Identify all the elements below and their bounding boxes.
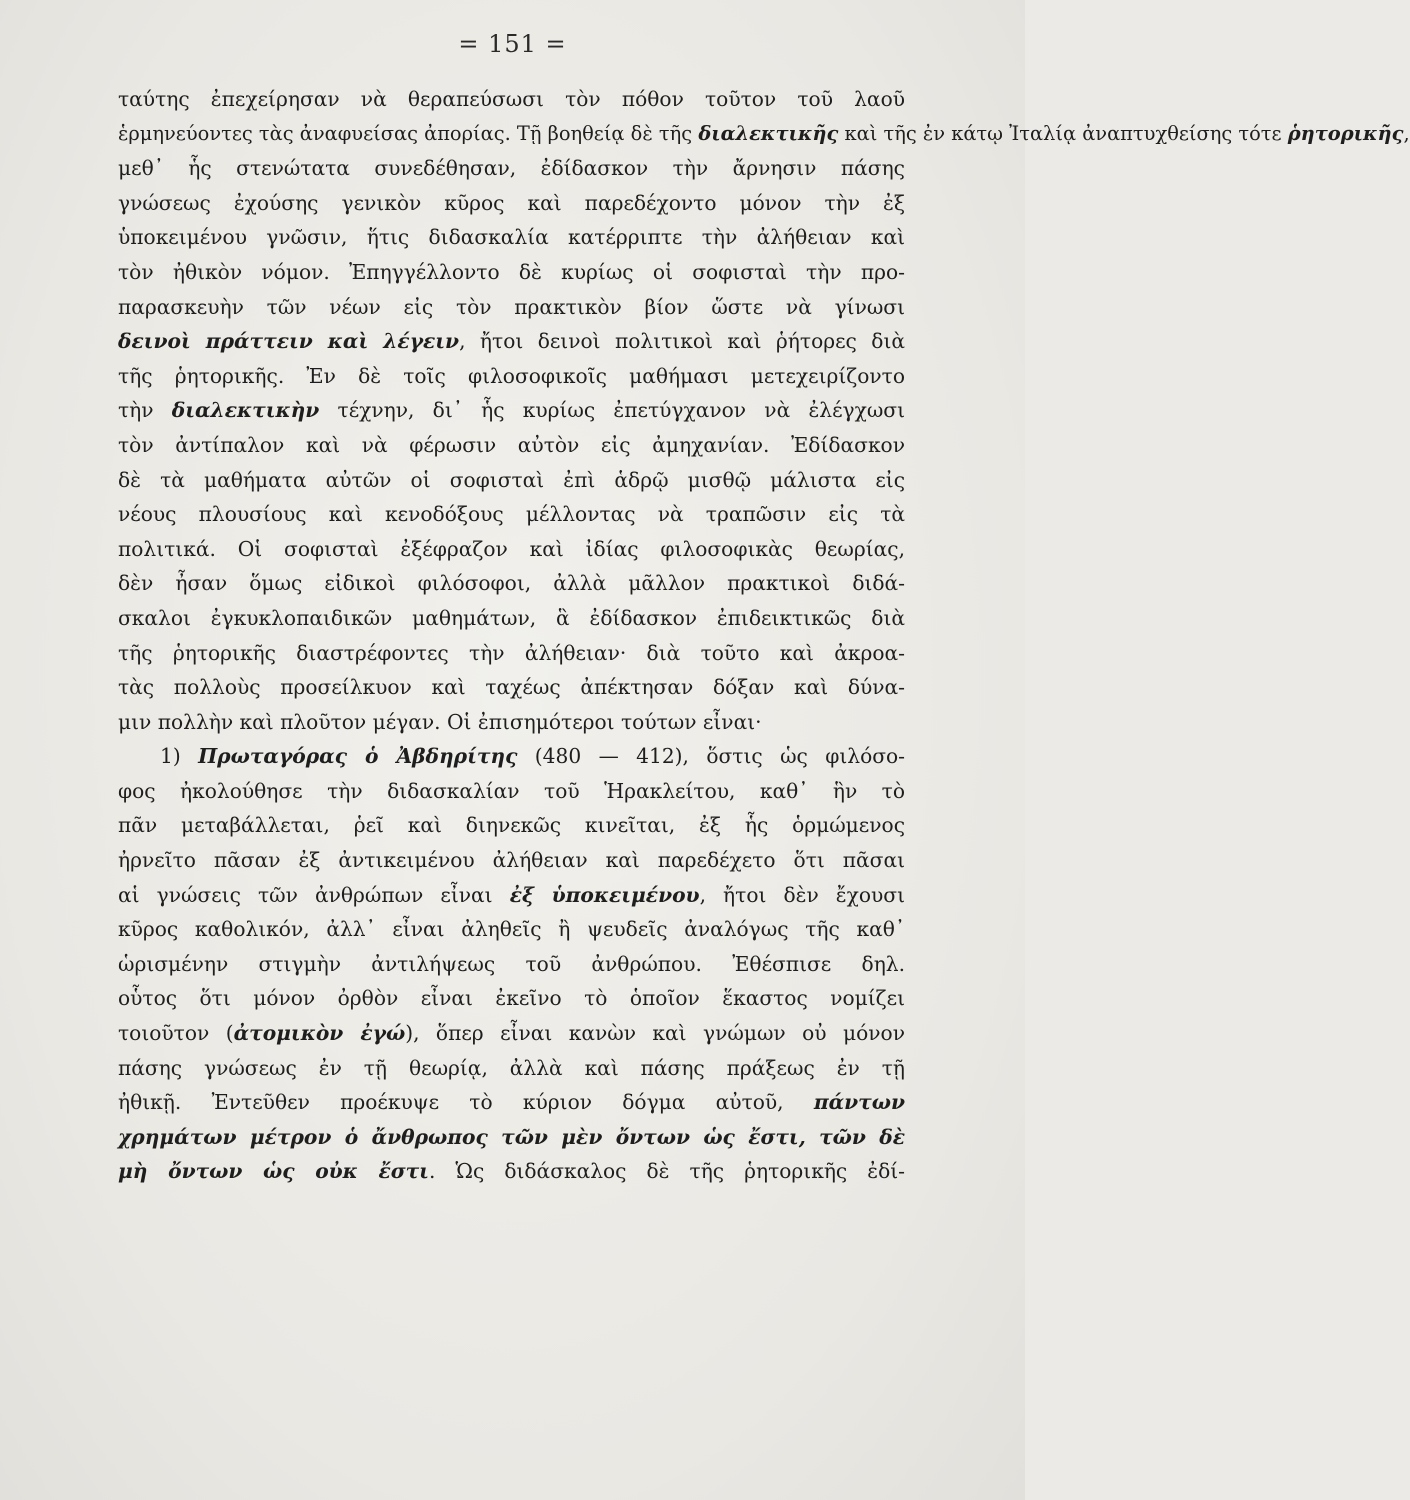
- emphasis-term: ἐξ ὑποκειμένου: [509, 882, 700, 907]
- body-text: [118, 82, 1410, 1189]
- text-line: [118, 290, 905, 325]
- text-line: [118, 1016, 905, 1051]
- text-line: [118, 82, 905, 117]
- text-line: [118, 739, 905, 774]
- text-line: [118, 912, 905, 947]
- text-line: [118, 463, 905, 498]
- text-line: [118, 601, 905, 636]
- emphasis-term: ῥητορικῆς: [1287, 121, 1404, 145]
- text-line: [118, 220, 905, 255]
- text-run: πᾶν μεταβάλλεται, ῥεῖ καὶ διηνεκῶς κινεῖται, ἐξ ἧς ὁρμώμενος: [118, 813, 905, 838]
- text-line: [118, 186, 905, 221]
- text-line: [118, 981, 905, 1016]
- text-line: [118, 1120, 905, 1155]
- page-number: = 151 =: [458, 30, 567, 58]
- text-run: . Ὡς διδάσκαλος δὲ τῆς ῥητορικῆς ἐδί-: [428, 1159, 905, 1184]
- text-run: τῆς ῥητορικῆς. Ἐν δὲ τοῖς φιλοσοφικοῖς μαθήμασι μετεχειρίζοντο: [118, 363, 905, 388]
- text-run: ), ὅπερ εἶναι κανὼν καὶ γνώμων οὐ μόνον: [405, 1021, 905, 1046]
- text-line: [118, 636, 905, 671]
- emphasis-term: μὴ ὄντων ὡς οὐκ ἔστι: [118, 1159, 429, 1184]
- text-line: [118, 1085, 905, 1120]
- text-line: [118, 497, 905, 532]
- emphasis-term: διαλεκτικῆς: [698, 121, 839, 145]
- text-run: οὗτος ὅτι μόνον ὀρθὸν εἶναι ἐκεῖνο τὸ ὁποῖον ἕκαστος νομίζει: [118, 986, 905, 1011]
- emphasis-term: διαλεκτικὴν: [171, 398, 320, 423]
- text-run: παρασκευὴν τῶν νέων εἰς τὸν πρακτικὸν βίον ὥστε νὰ γίνωσι: [118, 294, 905, 319]
- text-run: τὴν: [118, 398, 172, 423]
- text-line: [118, 566, 905, 601]
- text-run: νέους πλουσίους καὶ κενοδόξους μέλλοντας νὰ τραπῶσιν εἰς τὰ: [118, 502, 905, 527]
- text-run: κῦρος καθολικόν, ἀλλ᾿ εἶναι ἀληθεῖς ἢ ψευδεῖς ἀναλόγως τῆς καθ᾿: [118, 917, 905, 942]
- text-run: ταύτης ἐπεχείρησαν νὰ θεραπεύσωσι τὸν πόθον τοῦτον τοῦ λαοῦ: [118, 87, 905, 111]
- text-line: [118, 532, 905, 567]
- text-run: ἠθικῇ. Ἐντεῦθεν προέκυψε τὸ κύριον δόγμα αὐτοῦ,: [118, 1090, 814, 1115]
- text-run: 1): [160, 744, 199, 769]
- text-line: [118, 843, 905, 878]
- text-run: τὸν ἀντίπαλον καὶ νὰ φέρωσιν αὐτὸν εἰς ἀμηχανίαν. Ἐδίδασκον: [118, 432, 905, 457]
- text-run: τὰς πολλοὺς προσείλκυον καὶ ταχέως ἀπέκτησαν δόξαν καὶ δύνα-: [118, 675, 905, 700]
- text-run: δὲν ἦσαν ὅμως εἰδικοὶ φιλόσοφοι, ἀλλὰ μᾶλλον πρακτικοὶ διδά-: [118, 571, 905, 596]
- text-run: πολιτικά. Οἱ σοφισταὶ ἐξέφραζον καὶ ἰδίας φιλοσοφικὰς θεωρίας,: [118, 536, 905, 561]
- text-line: [118, 670, 905, 705]
- text-line: [118, 117, 1410, 152]
- text-line: [118, 774, 905, 809]
- emphasis-term: ἀτομικὸν ἐγώ: [233, 1021, 406, 1046]
- text-run: μιν πολλὴν καὶ πλοῦτον μέγαν. Οἱ ἐπισημότεροι τούτων εἶναι·: [118, 709, 762, 734]
- text-line: [118, 1051, 905, 1086]
- text-run: μεθ᾿ ἧς στενώτατα συνεδέθησαν, ἐδίδασκον τὴν ἄρνησιν πάσης: [118, 156, 905, 181]
- text-run: τῆς ῥητορικῆς διαστρέφοντες τὴν ἀλήθειαν· διὰ τοῦτο καὶ ἀκροα-: [118, 640, 905, 665]
- text-run: ἑρμηνεύοντες τὰς ἀναφυείσας ἀπορίας. Τῇ βοηθείᾳ δὲ τῆς: [118, 121, 699, 145]
- text-run: ἠρνεῖτο πᾶσαν ἐξ ἀντικειμένου ἀλήθειαν καὶ παρεδέχετο ὅτι πᾶσαι: [118, 848, 905, 873]
- emphasis-term: δεινοὶ πράττειν καὶ λέγειν: [118, 329, 460, 354]
- emphasis-term: χρημάτων μέτρον ὁ ἄνθρωπος τῶν μὲν ὄντων ὡς ἔστι, τῶν δὲ: [118, 1124, 905, 1149]
- text-run: ὑποκειμένου γνῶσιν, ἥτις διδασκαλία κατέρριπτε τὴν ἀλήθειαν καὶ: [118, 225, 905, 250]
- text-run: τὸν ἠθικὸν νόμον. Ἐπηγγέλλοντο δὲ κυρίως οἱ σοφισταὶ τὴν προ-: [118, 259, 905, 284]
- text-line: [118, 324, 905, 359]
- text-run: (480 — 412), ὅστις ὡς φιλόσο-: [517, 744, 905, 769]
- text-run: , ἤτοι δεινοὶ πολιτικοὶ καὶ ῥήτορες διὰ: [459, 329, 905, 354]
- text-run: ὡρισμένην στιγμὴν ἀντιλήψεως τοῦ ἀνθρώπου. Ἐθέσπισε δηλ.: [118, 951, 905, 976]
- text-line: [118, 151, 905, 186]
- text-run: φος ἠκολούθησε τὴν διδασκαλίαν τοῦ Ἡρακλείτου, καθ᾿ ἣν τὸ: [118, 778, 905, 803]
- text-line: [118, 947, 905, 982]
- text-run: δὲ τὰ μαθήματα αὐτῶν οἱ σοφισταὶ ἐπὶ ἁδρῷ μισθῷ μάλιστα εἰς: [118, 467, 905, 492]
- text-run: καὶ τῆς ἐν κάτῳ Ἰταλίᾳ ἀναπτυχθείσης τότε: [838, 121, 1288, 145]
- text-line: [118, 393, 905, 428]
- text-run: αἱ γνώσεις τῶν ἀνθρώπων εἶναι: [118, 882, 510, 907]
- text-line: [118, 1154, 905, 1189]
- emphasis-term: πάντων: [813, 1090, 905, 1115]
- text-run: ,: [1403, 121, 1410, 145]
- text-run: τοιοῦτον (: [118, 1021, 234, 1046]
- text-line: [118, 428, 905, 463]
- text-line: [118, 808, 905, 843]
- text-line: [118, 359, 905, 394]
- text-line: [118, 878, 905, 913]
- emphasis-term: Πρωταγόρας ὁ Ἀβδηρίτης: [198, 744, 518, 769]
- text-run: γνώσεως ἐχούσης γενικὸν κῦρος καὶ παρεδέχοντο μόνον τὴν ἐξ: [118, 190, 905, 215]
- text-run: σκαλοι ἐγκυκλοπαιδικῶν μαθημάτων, ἃ ἐδίδασκον ἐπιδεικτικῶς διὰ: [118, 605, 905, 630]
- text-line: [118, 255, 905, 290]
- text-run: πάσης γνώσεως ἐν τῇ θεωρίᾳ, ἀλλὰ καὶ πάσης πράξεως ἐν τῇ: [118, 1055, 905, 1080]
- text-line: [118, 705, 905, 740]
- text-run: , ἤτοι δὲν ἔχουσι: [699, 882, 905, 907]
- text-run: τέχνην, δι᾿ ἧς κυρίως ἐπετύγχανον νὰ ἐλέγχωσι: [319, 398, 905, 423]
